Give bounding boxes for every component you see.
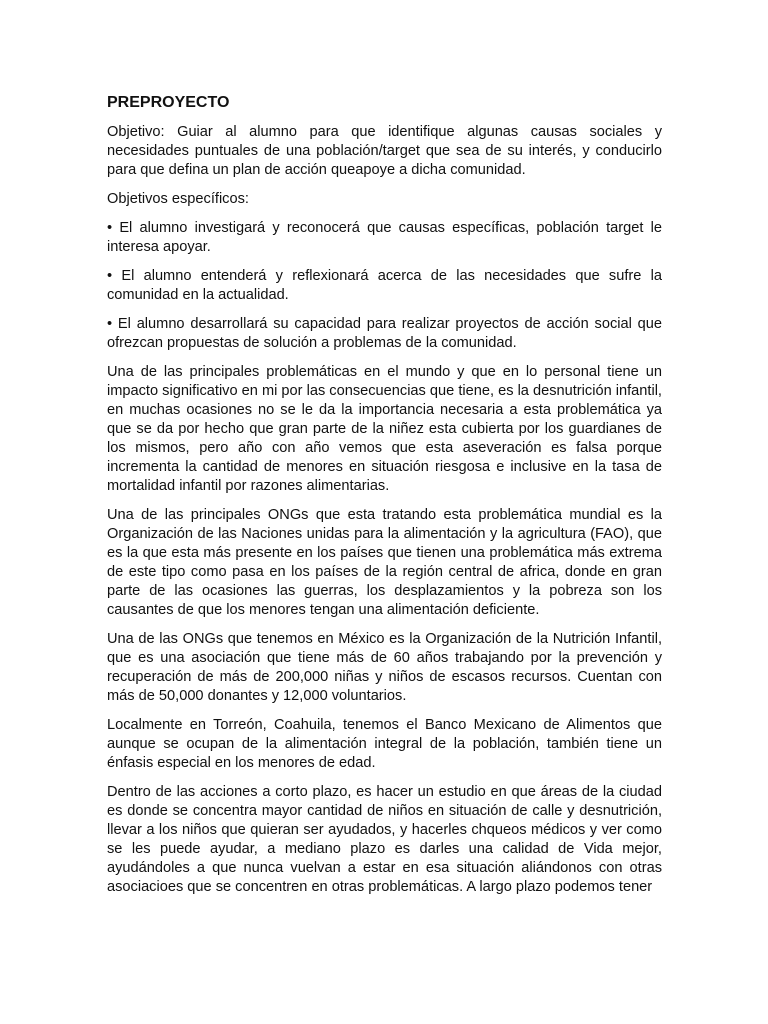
specific-objectives-list [107,219,662,353]
body-paragraph-torreon: Localmente en Torreón, Coahuila, tenemos el Banco Mexicano de Alimentos que aunque se ocupan de la alimentación integral de la población, también tiene un énfasis especial en los menores de edad. [107,717,662,771]
document-page [107,93,662,907]
specific-objective-item: • El alumno investigará y reconocerá que causas específicas, población target le interesa apoyar. [107,220,662,255]
body-paragraph-mexico-ong: Una de las ONGs que tenemos en México es la Organización de la Nutrición Infantil, que es una asociación que tiene más de 60 años trabajando por la prevención y recuperación de más de 200,000 niñas y niños de escasos recursos. Cuentan con más de 50,000 donantes y 12,000 voluntarios. [107,631,662,704]
document-title: PREPROYECTO [107,94,230,111]
specific-objective-item: • El alumno desarrollará su capacidad para realizar proyectos de acción social que ofrezcan propuestas de solución a problemas de la comunidad. [107,316,662,351]
body-paragraph-malnutrition: Una de las principales problemáticas en el mundo y que en lo personal tiene un impacto significativo en mi por las consecuencias que tiene, es la desnutrición infantil, en muchas ocasiones no se le da la importancia necesaria a esta problemática ya que se da por hecho que gran parte de la niñez esta cubierta por los guardianes de los mismos, pero año con año vemos que esta aseveración es falsa porque incrementa la cantidad de menores en situación riesgosa e inclusive en la tasa de mortalidad infantil por razones alimentarias. [107,364,662,494]
specific-objective-item: • El alumno entenderá y reflexionará acerca de las necesidades que sufre la comunidad en la actualidad. [107,268,662,303]
specific-objectives-heading: Objetivos específicos: [107,191,249,207]
body-paragraph-fao: Una de las principales ONGs que esta tratando esta problemática mundial es la Organización de las Naciones unidas para la alimentación y la agricultura (FAO), que es la que esta más presente en los países que tienen una problemática más extrema de este tipo como pasa en los países de la región central de africa, donde en gran parte de las ocasiones las guerras, los desplazamientos y la pobreza son los causantes de que los menores tengan una alimentación deficiente. [107,507,662,618]
objective-paragraph: Objetivo: Guiar al alumno para que identifique algunas causas sociales y necesidades puntuales de una población/target que sea de su interés, y conducirlo para que defina un plan de acción queapoye a dicha comunidad. [107,124,662,178]
body-paragraph-actions: Dentro de las acciones a corto plazo, es hacer un estudio en que áreas de la ciudad es donde se concentra mayor cantidad de niños en situación de calle y desnutrición, llevar a los niños que quieran ser ayudados, y hacerles chqueos médicos y ver como se les puede ayudar, a mediano plazo es darles una calidad de Vida mejor, ayudándoles a que nunca vuelvan a estar en esa situación aliándonos con otras asociacioes que se concentren en otras problemáticas. A largo plazo podemos tener [107,784,662,895]
